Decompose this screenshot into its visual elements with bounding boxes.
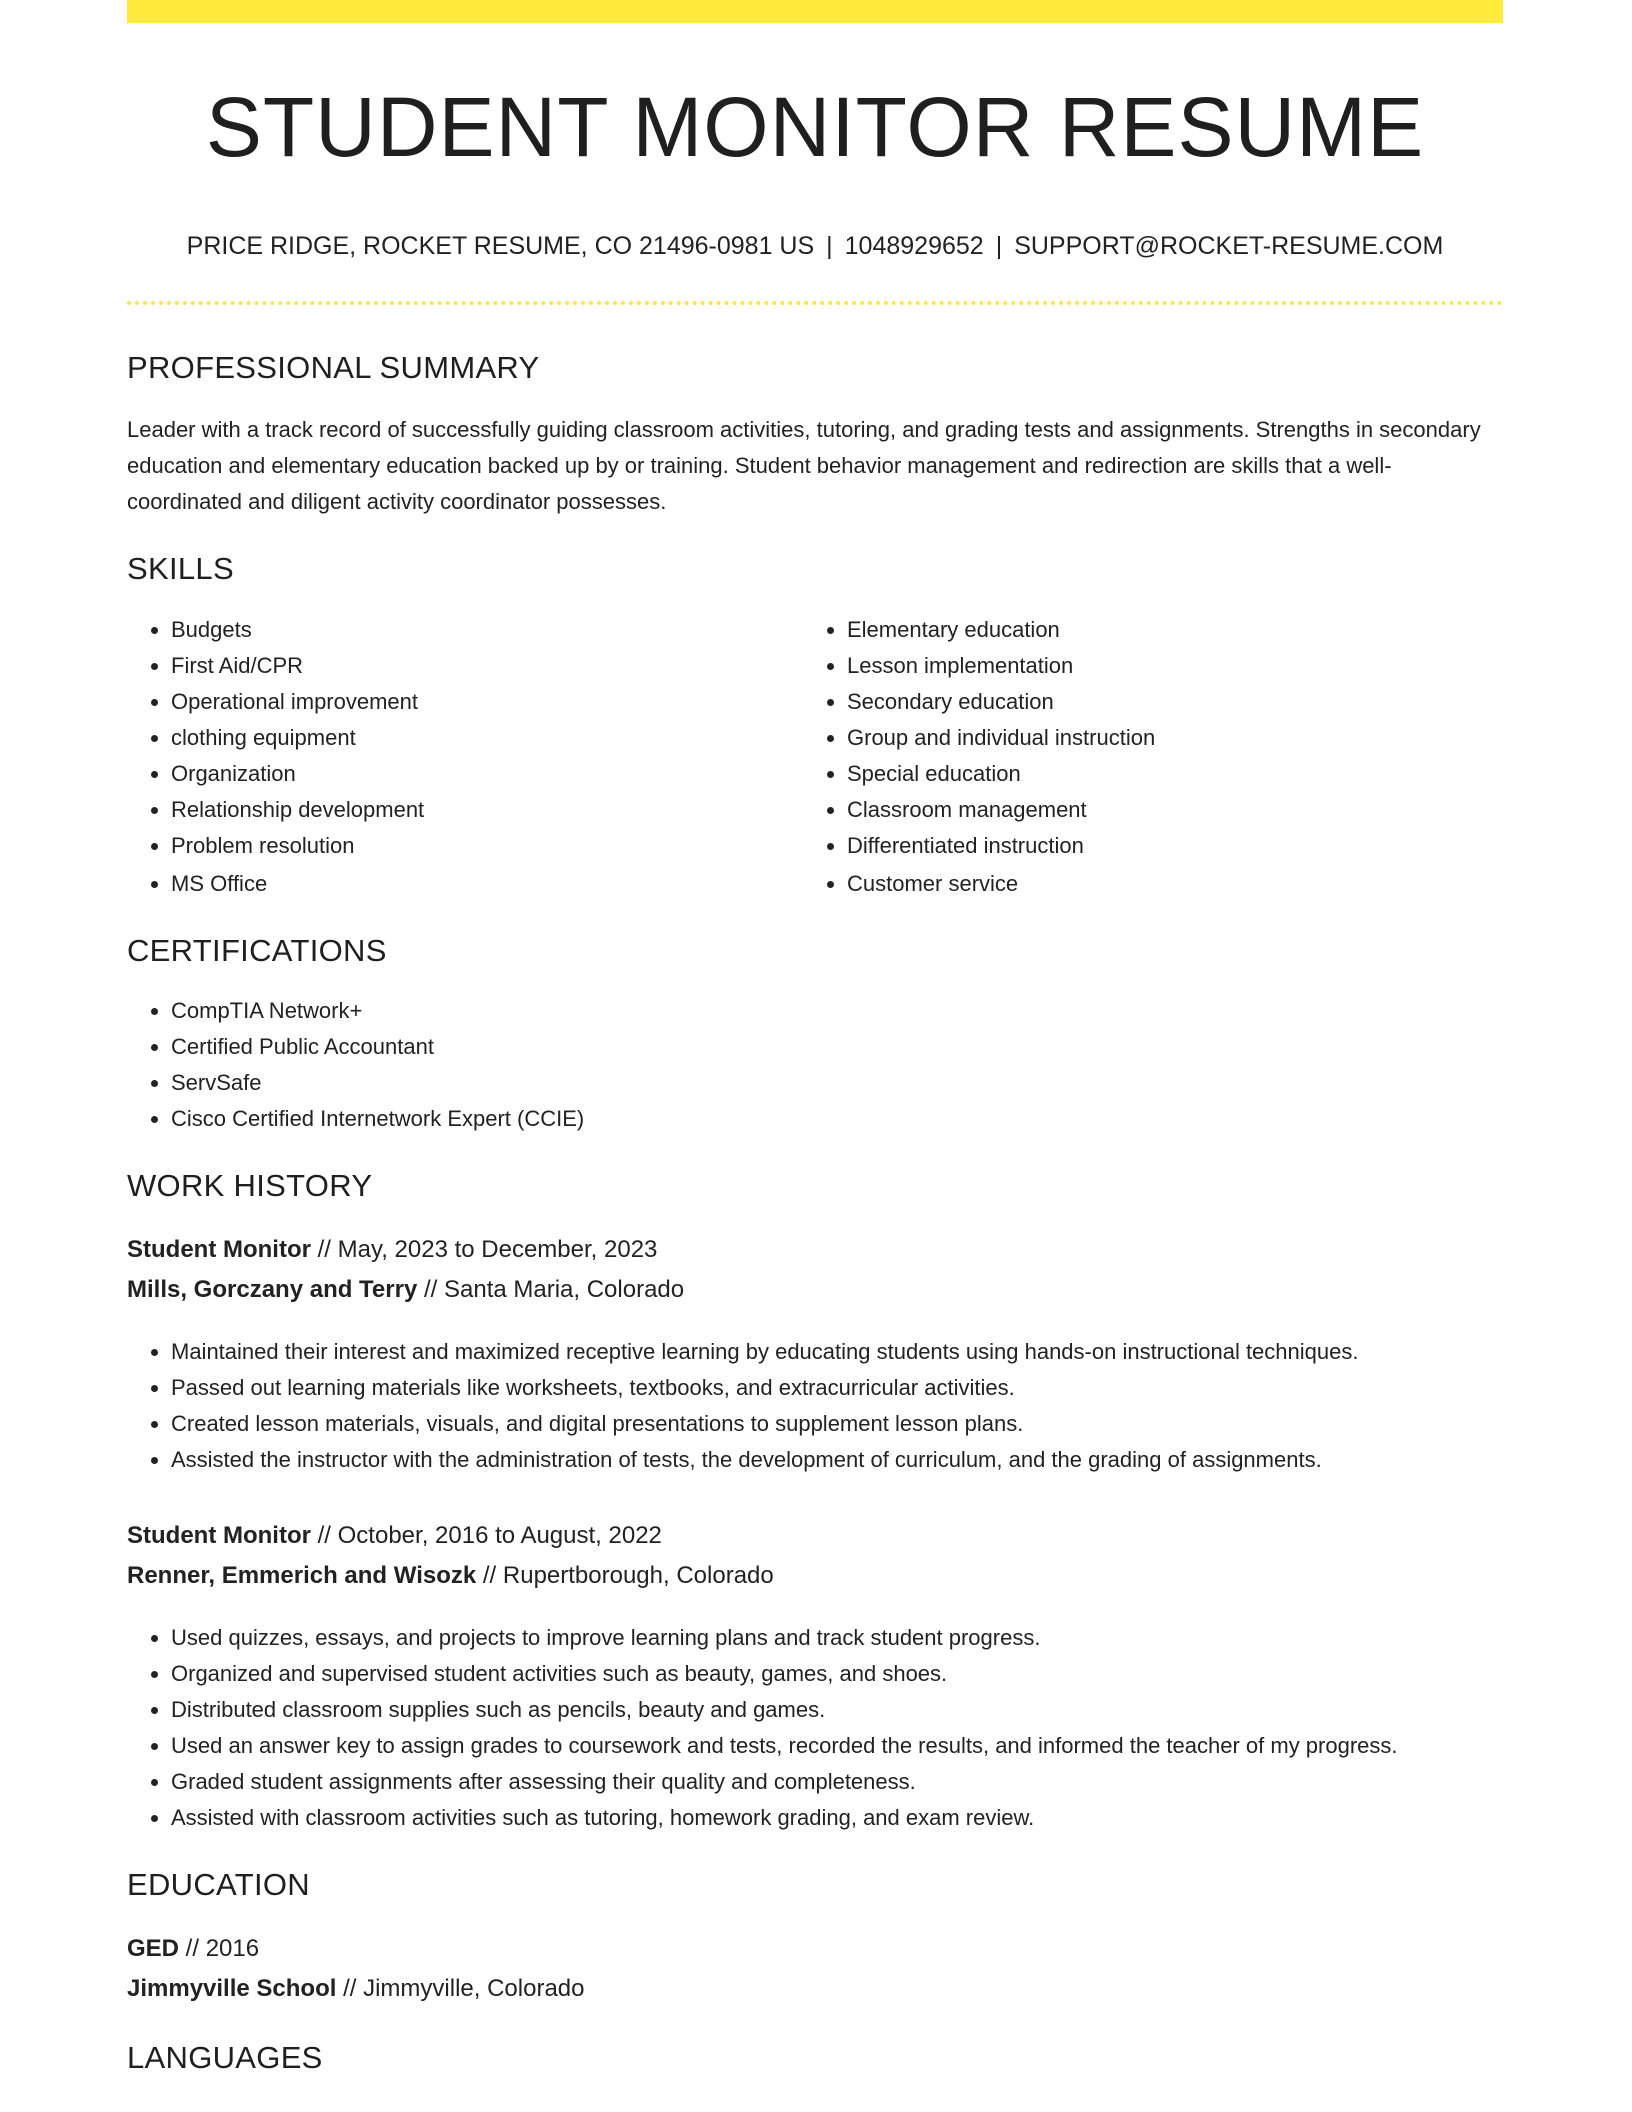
- job-title: Student Monitor: [127, 1235, 311, 1263]
- certifications-list: [127, 993, 1503, 1137]
- job-bullet: • Assisted the instructor with the administration of tests, the development of curriculum, and the grading of assignments.: [171, 1442, 1503, 1478]
- job-bullet: • Created lesson materials, visuals, and digital presentations to supplement lesson plans.: [171, 1406, 1503, 1442]
- summary-text: Leader with a track record of successfully guiding classroom activities, tutoring, and grading tests and assignments. Strengths in secondary education and elementary education backed up by or training. Student behavior management and redirection are skills that a well-coordinated and diligent activity coordinator possesses.: [127, 417, 1481, 515]
- certification-item: • Cisco Certified Internetwork Expert (CCIE): [171, 1101, 1503, 1137]
- section-heading-languages: LANGUAGES: [127, 2040, 323, 2076]
- education-section: [127, 1866, 1503, 2009]
- job-bullets: [127, 1620, 1503, 1836]
- job-location: // Rupertborough, Colorado: [476, 1561, 774, 1589]
- job-bullet: • Used an answer key to assign grades to coursework and tests, recorded the results, and informed the teacher of my progress.: [171, 1728, 1503, 1764]
- school: Jimmyville School: [127, 1975, 337, 2003]
- job-location: // Santa Maria, Colorado: [417, 1275, 685, 1303]
- job-bullet: • Assisted with classroom activities such as tutoring, homework grading, and exam review.: [171, 1800, 1503, 1836]
- job-entry: [127, 1230, 1503, 1310]
- job-dates: // October, 2016 to August, 2022: [310, 1521, 662, 1549]
- work-history-section: [127, 1167, 1503, 1836]
- job-bullet: • Maintained their interest and maximized receptive learning by educating students using hands-on instructional techniques.: [171, 1334, 1503, 1370]
- skill-item: • Elementary education: [847, 612, 1479, 648]
- job-bullet: • Distributed classroom supplies such as pencils, beauty and games.: [171, 1692, 1503, 1728]
- phone: 1048929652: [844, 232, 984, 261]
- skill-item: • Lesson implementation: [847, 648, 1479, 684]
- skill-item: • First Aid/CPR: [171, 648, 803, 684]
- skill-item: • clothing equipment: [171, 720, 803, 756]
- job-entry: [127, 1516, 1503, 1596]
- skill-item: • Budgets: [171, 612, 803, 648]
- job-bullet: • Used quizzes, essays, and projects to improve learning plans and track student progress.: [171, 1620, 1503, 1656]
- job-bullet: • Organized and supervised student activities such as beauty, games, and shoes.: [171, 1656, 1503, 1692]
- skills-list-right: [803, 612, 1479, 902]
- job-company: Mills, Gorczany and Terry: [127, 1275, 418, 1303]
- skills-section: [127, 550, 1503, 901]
- skills-list-left: [127, 612, 803, 902]
- skill-item: • Classroom management: [847, 792, 1479, 828]
- resume-page: [127, 0, 1503, 2076]
- job-company: Renner, Emmerich and Wisozk: [127, 1561, 477, 1589]
- skill-item: • Special education: [847, 756, 1479, 792]
- skill-item: • Relationship development: [171, 792, 803, 828]
- section-heading-skills: SKILLS: [127, 551, 234, 587]
- job-company-line: [127, 1270, 1503, 1310]
- certifications-section: [127, 932, 1503, 1137]
- languages-section: [127, 2039, 1503, 2076]
- job-bullets: [127, 1334, 1503, 1478]
- contact-line: [127, 231, 1503, 261]
- dotted-divider: [127, 301, 1503, 305]
- job-title-line: [127, 1516, 1503, 1556]
- top-accent-bar: [127, 0, 1503, 23]
- certification-item: • Certified Public Accountant: [171, 1029, 1503, 1065]
- summary-section: [127, 349, 1503, 520]
- skill-item: • Group and individual instruction: [847, 720, 1479, 756]
- job-title: Student Monitor: [127, 1521, 311, 1549]
- address: PRICE RIDGE, ROCKET RESUME, CO 21496-0981 US: [186, 232, 815, 261]
- section-heading-certifications: CERTIFICATIONS: [127, 932, 387, 968]
- degree: GED: [127, 1935, 180, 1963]
- skill-item: • Operational improvement: [171, 684, 803, 720]
- degree-year: // 2016: [179, 1935, 260, 1963]
- skill-item: • Differentiated instruction: [847, 828, 1479, 864]
- job-bullet: • Passed out learning materials like worksheets, textbooks, and extracurricular activities.: [171, 1370, 1503, 1406]
- education-entry: [127, 1929, 1503, 2009]
- job-dates: // May, 2023 to December, 2023: [310, 1235, 658, 1263]
- separator: |: [826, 232, 833, 261]
- skill-item: • Organization: [171, 756, 803, 792]
- degree-line: [127, 1929, 1503, 1969]
- section-heading-education: EDUCATION: [127, 1866, 310, 1902]
- page-title: STUDENT MONITOR RESUME: [205, 80, 1425, 174]
- section-heading-work-history: WORK HISTORY: [127, 1167, 373, 1203]
- skill-item: • Secondary education: [847, 684, 1479, 720]
- email: SUPPORT@ROCKET-RESUME.COM: [1014, 232, 1444, 261]
- job-title-line: [127, 1230, 1503, 1270]
- skill-item: • Problem resolution: [171, 828, 803, 864]
- school-line: [127, 1969, 1503, 2009]
- school-location: // Jimmyville, Colorado: [336, 1975, 585, 2003]
- skill-item: • MS Office: [171, 866, 803, 902]
- separator: |: [995, 232, 1003, 261]
- job-company-line: [127, 1556, 1503, 1596]
- skills-columns: [127, 612, 1503, 902]
- job-bullet: • Graded student assignments after assessing their quality and completeness.: [171, 1764, 1503, 1800]
- section-heading-summary: PROFESSIONAL SUMMARY: [127, 350, 540, 386]
- skill-item: • Customer service: [847, 866, 1479, 902]
- certification-item: • ServSafe: [171, 1065, 1503, 1101]
- certification-item: • CompTIA Network+: [171, 993, 1503, 1029]
